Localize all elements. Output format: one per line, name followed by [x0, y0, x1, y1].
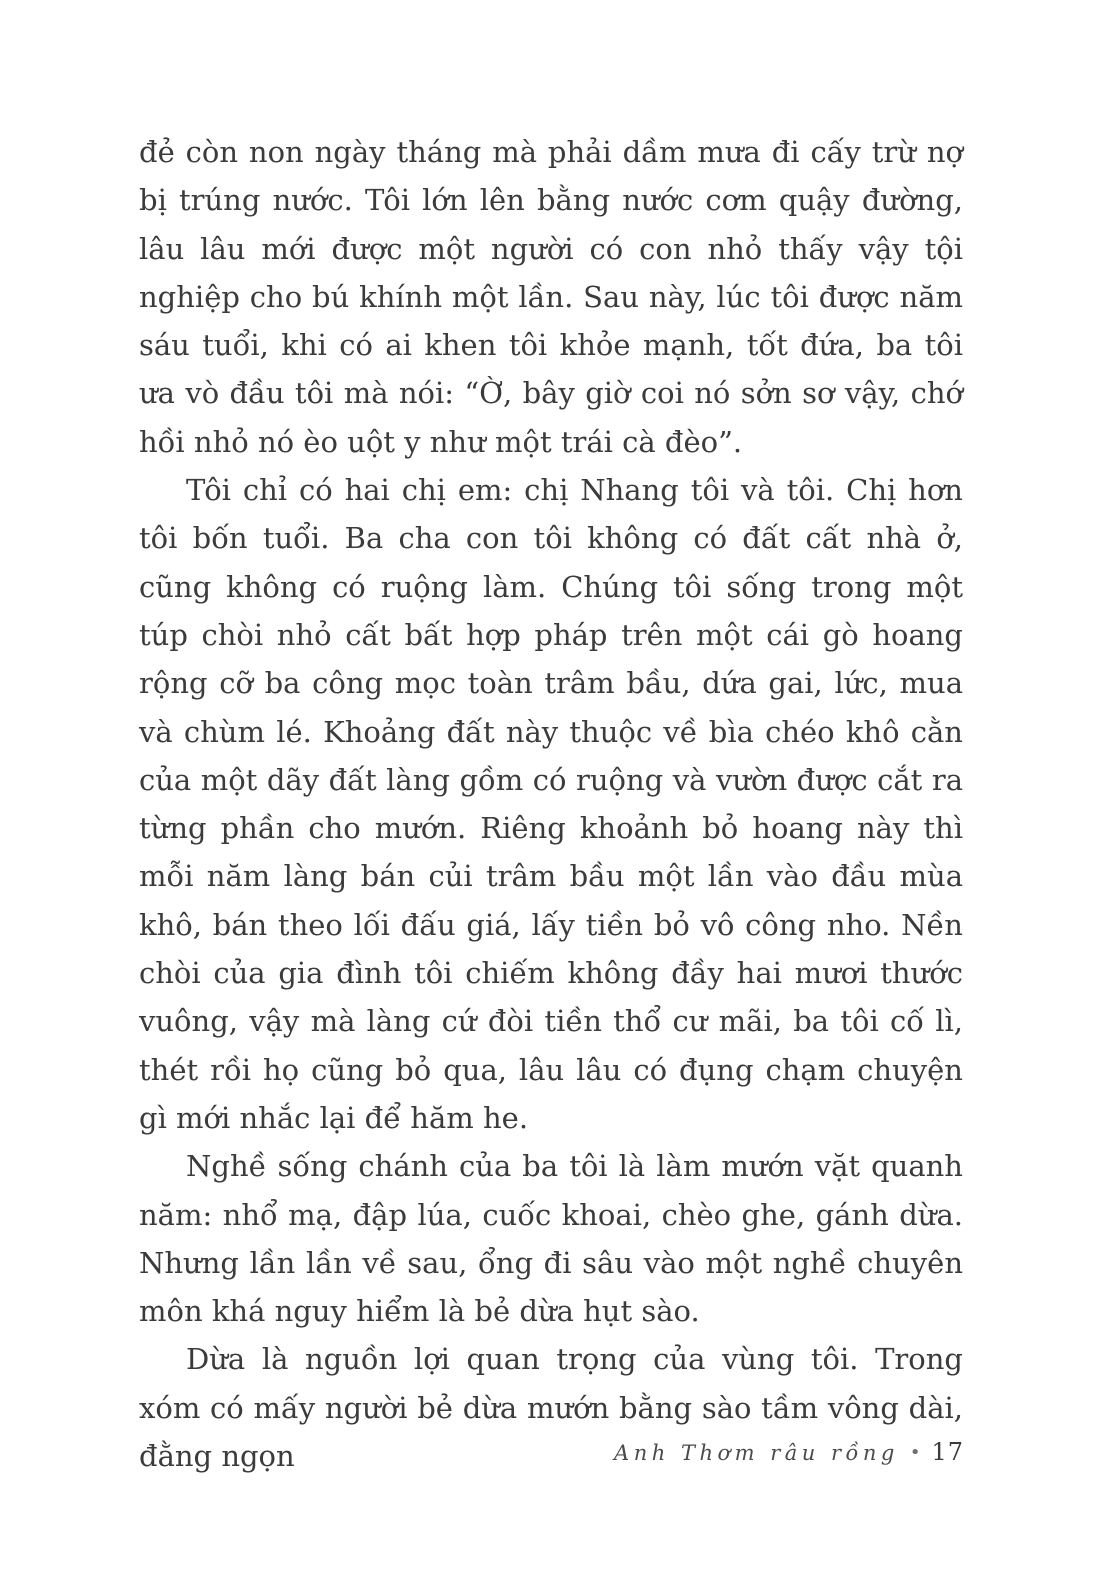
running-title: Anh Thơm râu rồng [614, 1441, 899, 1465]
paragraph-1: đẻ còn non ngày tháng mà phải dầm mưa đi cấy trừ nợ bị trúng nước. Tôi lớn lên bằng nước cơm quậy đường, lâu lâu mới được một người có con nhỏ thấy vậy tội nghiệp cho bú khính một lần. Sau này, lúc tôi được năm sáu tuổi, khi có ai khen tôi khỏe mạnh, tốt đứa, ba tôi ưa vò đầu tôi mà nói: “Ờ, bây giờ coi nó sởn sơ vậy, chớ hồi nhỏ nó èo uột y như một trái cà đèo”. [139, 135, 963, 459]
paragraph-2: Tôi chỉ có hai chị em: chị Nhang tôi và tôi. Chị hơn tôi bốn tuổi. Ba cha con tôi không có đất cất nhà ở, cũng không có ruộng làm. Chúng tôi sống trong một túp chòi nhỏ cất bất hợp pháp trên một cái gò hoang rộng cỡ ba công mọc toàn trâm bầu, dứa gai, lức, mua và chùm lé. Khoảng đất này thuộc về bìa chéo khô cằn của một dãy đất làng gồm có ruộng và vườn được cắt ra từng phần cho mướn. Riêng khoảnh bỏ hoang này thì mỗi năm làng bán củi trâm bầu một lần vào đầu mùa khô, bán theo lối đấu giá, lấy tiền bỏ vô công nho. Nền chòi của gia đình tôi chiếm không đầy hai mươi thước vuông, vậy mà làng cứ đòi tiền thổ cư mãi, ba tôi cố lì, thét rồi họ cũng bỏ qua, lâu lâu có đụng chạm chuyện gì mới nhắc lại để hăm he. [139, 473, 963, 1135]
body-text [139, 128, 963, 1480]
page-number: 17 [931, 1438, 964, 1466]
footer-separator-bullet: • [909, 1442, 921, 1463]
paragraph-4: Dừa là nguồn lợi quan trọng của vùng tôi. Trong xóm có mấy người bẻ dừa mướn bằng sào tầm vông dài, đằng ngọn [139, 1342, 963, 1474]
paragraph-3: Nghề sống chánh của ba tôi là làm mướn vặt quanh năm: nhổ mạ, đập lúa, cuốc khoai, chèo ghe, gánh dừa. Nhưng lần lần về sau, ổng đi sâu vào một nghề chuyên môn khá nguy hiểm là bẻ dừa hụt sào. [139, 1149, 963, 1329]
page-footer [614, 1438, 964, 1466]
